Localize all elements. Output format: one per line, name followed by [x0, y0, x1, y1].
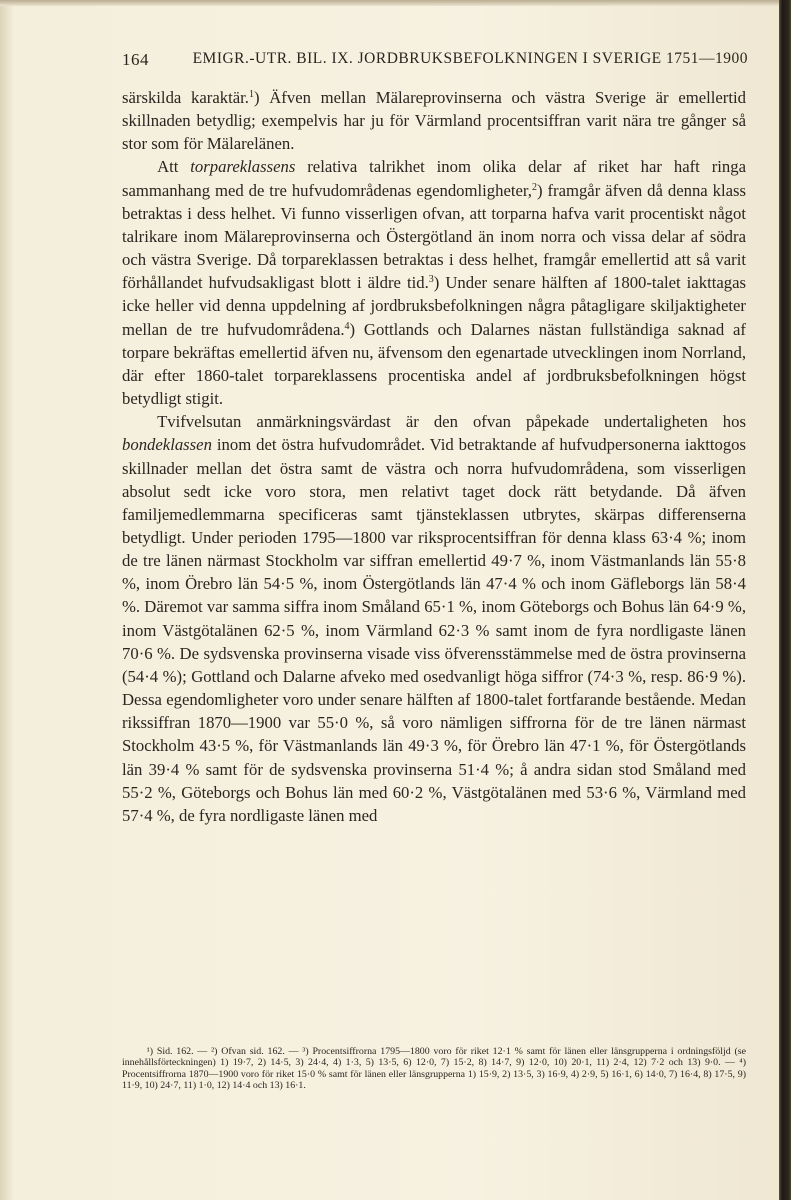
footnotes: [122, 1046, 746, 1091]
p2-text-d: ) Under senare hälften af 1800-talet iakttagas icke heller vid denna uppdelning af jordbruksbefolkningen några påtagligare skiljaktigheter mellan de tre hufvudområdena.: [122, 273, 746, 339]
footnote-ref-3: 3: [428, 274, 434, 286]
p2-text-c: ) framgår äfven då denna klass betraktas i dess helhet. Vi funno visserligen ofvan, att torparna hafva varit procentiskt något talrikare inom Mälareprovinserna och Östergötland än inom norra och vissa delar af södra och västra Sverige. Då torpareklassen betraktas i dess helhet, framgår emellertid att så varit förhållandet hufvudsakligast blott i äldre tid.: [122, 180, 746, 293]
p1-text-a: särskilda karaktär.: [122, 88, 249, 107]
p2-text-a: Att: [157, 157, 191, 177]
p2-text-b: relativa talrikhet inom olika delar af riket har haft ringa sammanhang med de tre hufvudområdenas egendomligheter,: [122, 157, 746, 200]
book-spine: [779, 0, 791, 1200]
paragraph-2: [122, 155, 746, 410]
footnote-text: ¹) Sid. 162. — ²) Ofvan sid. 162. — ³) Procentsiffrorna 1795—1800 voro för riket 12·1 % samt för länen eller länsgrupperna i ordningsföljd (se innehållsförteckningen) 1) 19·7, 2) 14·5, 3) 24·4, 4) 1·3, 5) 13·5, 6) 12·0, 7) 15·2, 8) 14·7, 9) 12·0, 10) 20·1, 11) 2·4, 12) 7·2 och 13) 9·0. — ⁴) Procentsiffrorna 1870—1900 voro för riket 15·0 % samt för länen eller länsgrupperna 1) 15·9, 2) 13·5, 3) 16·9, 4) 2·9, 5) 16·1, 6) 14·0, 7) 16·4, 8) 17·5, 9) 11·9, 10) 24·7, 11) 1·0, 12) 14·4 och 13) 16·1.: [122, 1046, 746, 1091]
footnote-ref-1: 1: [248, 89, 254, 100]
page-number: 164: [122, 50, 149, 69]
page-top-edge: [0, 0, 791, 6]
paragraph-3: [122, 410, 746, 827]
p3-text-a: Tvifvelsutan anmärkningsvärdast är den ofvan påpekade undertaligheten hos: [157, 412, 746, 432]
p3-emphasis: bondeklassen: [122, 435, 212, 455]
running-header: [122, 50, 748, 70]
footnote-ref-2: 2: [531, 181, 537, 193]
body-text: [122, 86, 746, 827]
p2-text-e: ) Gottlands och Dalarnes nästan fullständiga saknad af torpare bekräftas emellertid äfven nu, äfvensom den egenartade utvecklingen inom Norrland, där efter 1860-talet torpareklassens procentiska andel af jordbruksbefolkningen högst betydligt stigit.: [122, 319, 746, 409]
running-title: EMIGR.-UTR. BIL. IX. JORDBRUKSBEFOLKNINGEN I SVERIGE 1751—1900: [192, 50, 748, 67]
footnote-ref-4: 4: [344, 320, 350, 332]
paragraph-1: [122, 86, 746, 155]
p1-text-b: ) Äfven mellan Mälareprovinserna och västra Sverige är emellertid skillnaden betydlig; exempelvis har ju för Värmland procentsiffran varit nära tre gånger så stor som för Mälarelänen.: [122, 88, 746, 154]
p3-text-b: inom det östra hufvudområdet. Vid betraktande af hufvudpersonerna iakttogos skillnader mellan det östra samt de västra och norra hufvudområdena, som visserligen absolut sedt icke voro stora, men relativt taget dock rätt betydande. Då äfven familjemedlemmarna specificeras samt tjänsteklassen utbrytes, skärpas differenserna betydligt. Under perioden 1795—1800 var riksprocentsiffran för denna klass 63·4 %; inom de tre länen närmast Stockholm var siffran emellertid 49·7 %, inom Västmanlands län 55·8 %, inom Örebro län 54·5 %, inom Östergötlands län 47·4 % och inom Gäfleborgs län 58·4 %. Däremot var samma siffra inom Småland 65·1 %, inom Göteborgs och Bohus län 64·9 %, inom Västgötalänen 62·5 %, inom Värmland 62·3 % samt inom de fyra nordligaste länen 70·6 %. De sydsvenska provinserna visade viss öfverensstämmelse med de östra provinserna (54·4 %); Gottland och Dalarne afveko med osedvanligt höga siffror (74·3 %, resp. 86·9 %). Dessa egendomligheter voro under senare hälften af 1800-talet fortfarande bestående. Medan rikssiffran 1870—1900 var 55·0 %, så voro nämligen siffrorna för de tre länen närmast Stockholm 43·5 %, för Västmanlands län 49·3 %, för Örebro län 47·1 %, för Östergötlands län 39·4 % samt för de sydsvenska provinserna 51·4 %; å andra sidan stod Småland med 55·2 %, Göteborgs och Bohus län med 60·2 %, Västgötalänen med 53·6 %, Värmland med 57·4 %, de fyra nordligaste länen med: [122, 435, 746, 825]
p2-emphasis: torpareklassens: [190, 157, 296, 177]
